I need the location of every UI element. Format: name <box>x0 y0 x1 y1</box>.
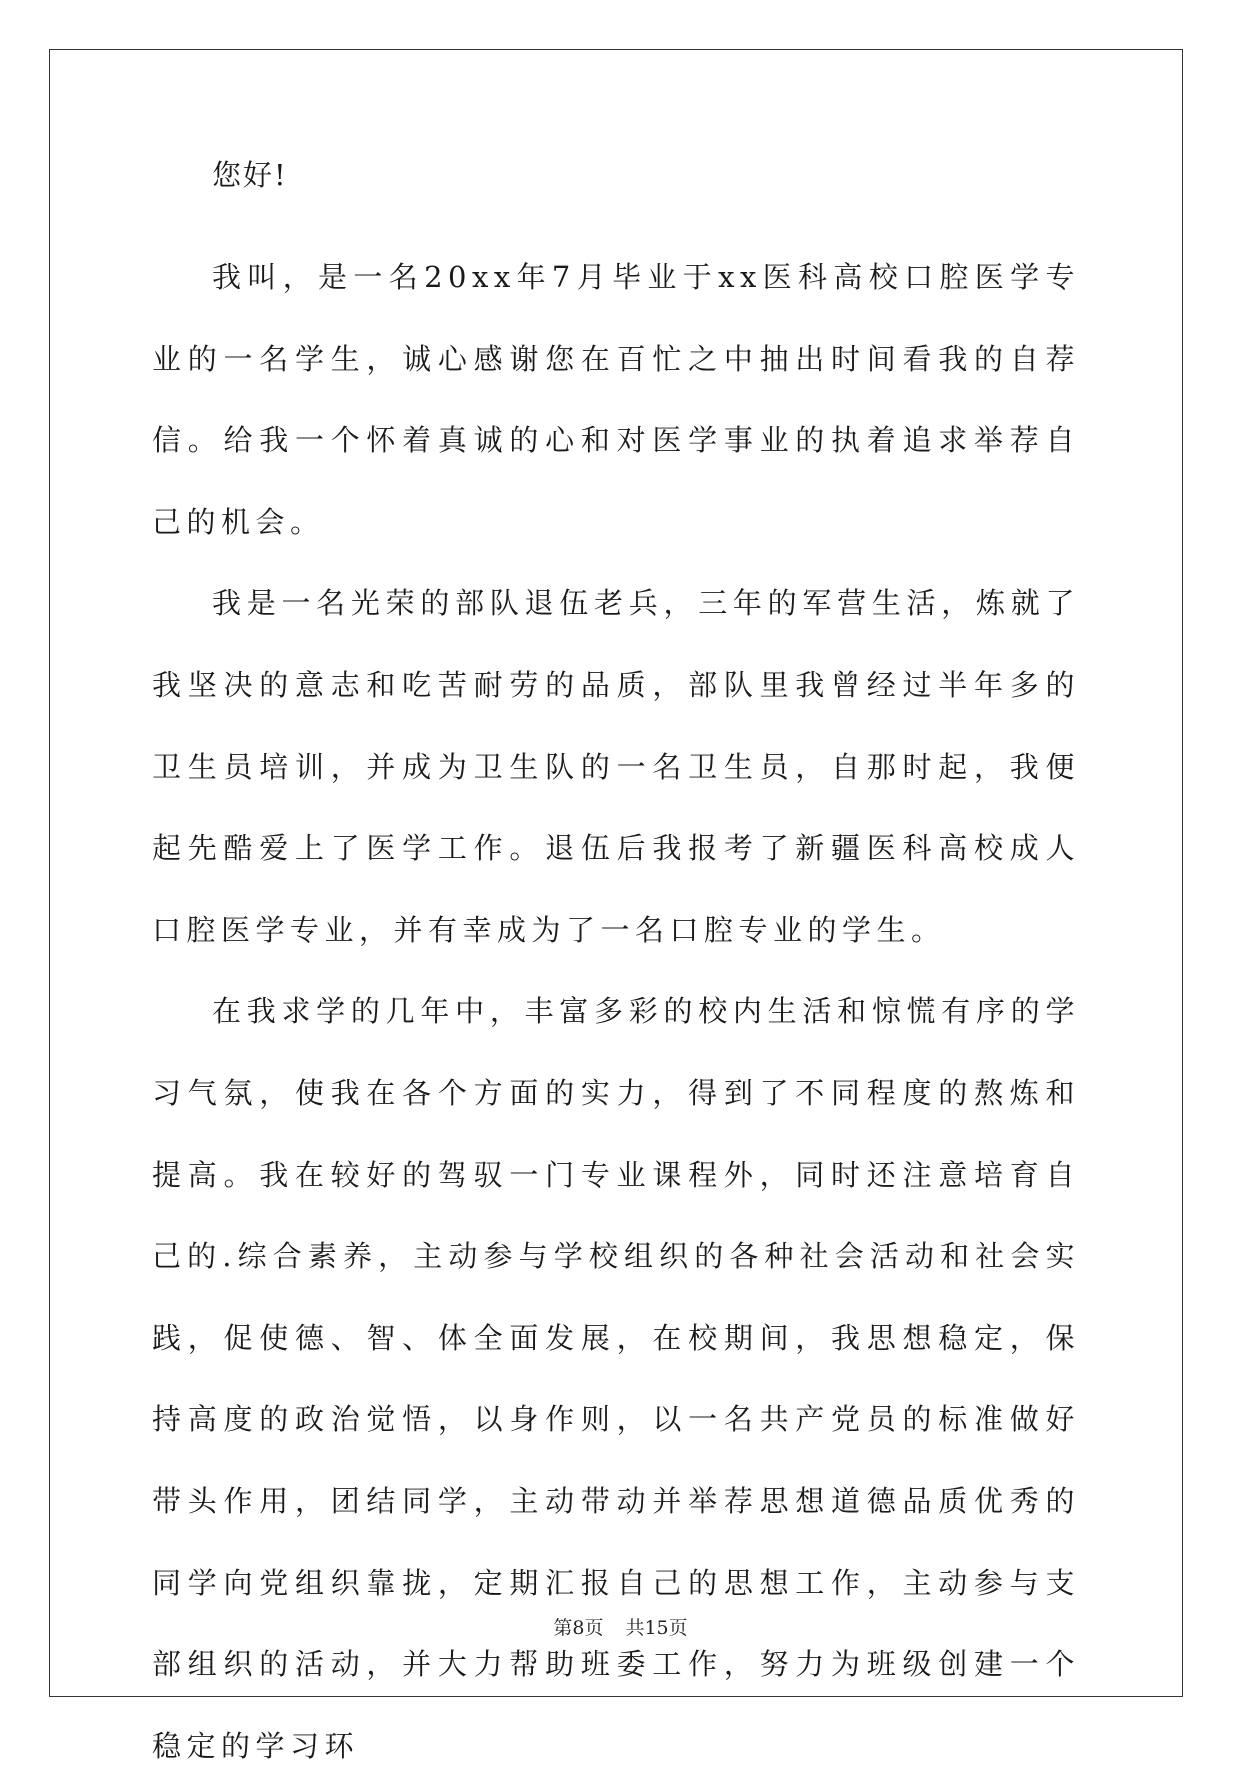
page-total: 共15页 <box>625 1617 688 1639</box>
paragraph-1: 我叫，是一名20xx年7月毕业于xx医科高校口腔医学专业的一名学生，诚心感谢您在百忙之中抽出时间看我的自荐信。给我一个怀着真诚的心和对医学事业的执着追求举荐自己的机会。 <box>152 260 1080 539</box>
paragraph-3: 在我求学的几年中，丰富多彩的校内生活和惊慌有序的学习气氛，使我在各个方面的实力，得到了不同程度的熬炼和提高。我在较好的驾驭一门专业课程外，同时还注意培育自己的.综合素养，主动参与学校组织的各种社会活动和社会实践，促使德、智、体全面发展，在校期间，我思想稳定，保持高度的政治觉悟，以身作则，以一名共产党员的标准做好带头作用，团结同学，主动带动并举荐思想道德品质优秀的同学向党组织靠拢，定期汇报自己的思想工作，主动参与支部组织的活动，并大力帮助班委工作，努力为班级创建一个稳定的学习环 <box>152 994 1080 1763</box>
page-number: 第8页 <box>553 1617 604 1639</box>
page-footer <box>0 1616 1241 1640</box>
paragraph-2: 我是一名光荣的部队退伍老兵，三年的军营生活，炼就了我坚决的意志和吃苦耐劳的品质，部队里我曾经过半年多的卫生员培训，并成为卫生队的一名卫生员，自那时起，我便起先酷爱上了医学工作。退伍后我报考了新疆医科高校成人口腔医学专业，并有幸成为了一名口腔专业的学生。 <box>152 586 1080 947</box>
greeting: 您好! <box>212 158 288 192</box>
document-body <box>152 155 1080 1787</box>
